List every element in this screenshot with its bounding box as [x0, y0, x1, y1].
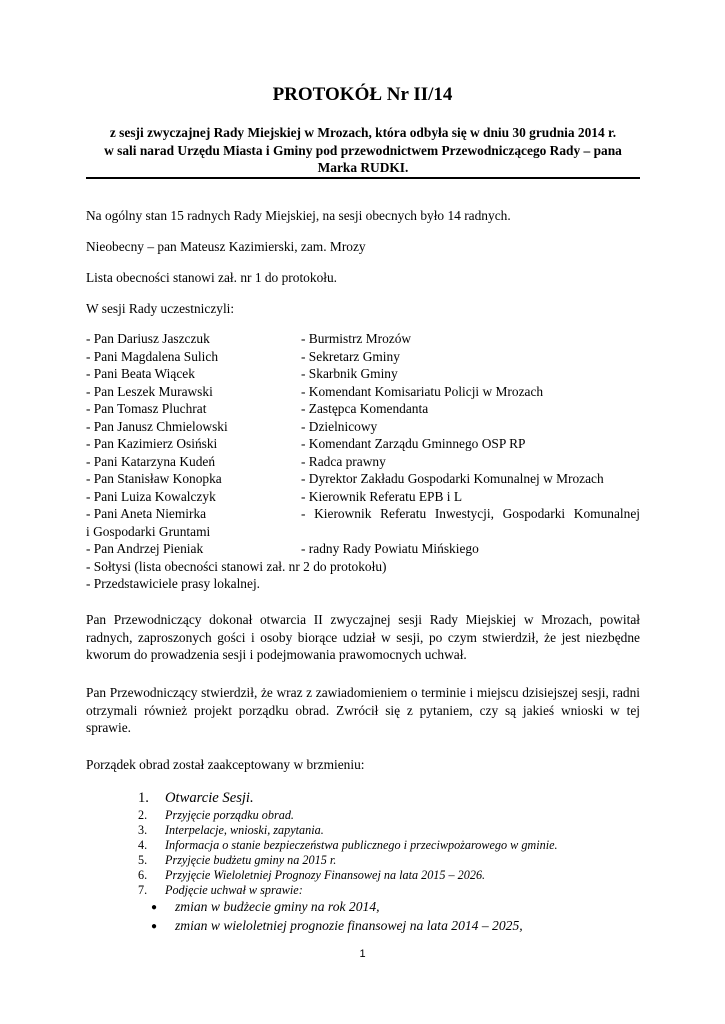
participant-role: - Komendant Komisariatu Policji w Mrozach	[301, 383, 544, 399]
participant-row	[86, 540, 640, 558]
participant-row	[86, 505, 640, 540]
participant-name: - Pan Andrzej Pieniak	[86, 541, 204, 556]
agenda-item: 4. Informacja o stanie bezpieczeństwa publicznego i przeciwpożarowego w gminie.	[138, 838, 558, 852]
agenda-item: 3. Interpelacje, wnioski, zapytania.	[138, 823, 324, 837]
participant-role: - Radca prawny	[301, 453, 386, 469]
participant-row	[86, 488, 640, 506]
participant-name: - Pani Katarzyna Kudeń	[86, 453, 216, 469]
attendance-list-note: Lista obecności stanowi zał. nr 1 do protokołu.	[86, 270, 338, 285]
participant-role: - Kierownik Referatu EPB i L	[301, 488, 463, 504]
participant-row	[86, 365, 640, 383]
agenda-subitem: ● zmian w wieloletniej prognozie finansowej na lata 2014 – 2025,	[151, 918, 523, 933]
agenda-item: 5. Przyjęcie budżetu gminy na 2015 r.	[138, 853, 337, 867]
agenda-accepted-note: Porządek obrad został zaakceptowany w brzmieniu:	[86, 757, 365, 772]
participant-row	[86, 418, 640, 436]
bullet-icon: ●	[151, 921, 158, 932]
extra-participant: - Sołtysi (lista obecności stanowi zał. nr 2 do protokołu)	[86, 558, 387, 574]
participant-role: - Sekretarz Gminy	[301, 348, 400, 364]
participant-role: - Dzielnicowy	[301, 418, 378, 434]
participant-role: - Zastępca Komendanta	[301, 401, 429, 416]
participant-row	[86, 453, 640, 471]
participant-role: - Skarbnik Gminy	[301, 366, 398, 381]
header-divider	[86, 177, 640, 179]
participant-row	[86, 383, 640, 401]
opening-paragraph: Pan Przewodniczący dokonał otwarcia II zwyczajnej sesji Rady Miejskiej w Mrozach, powitał radnych, zaproszonych gości i osoby biorące udział w sesji, po czym stwierdził, że jest niezbędne kworum do prowadzenia sesji i podejmowania prawomocnych uchwał.	[86, 612, 640, 662]
agenda-item: 1. Otwarcie Sesji.	[138, 790, 254, 806]
participant-role: - Komendant Zarządu Gminnego OSP RP	[301, 436, 526, 451]
absent-note: Nieobecny – pan Mateusz Kazimierski, zam. Mrozy	[86, 239, 366, 254]
participant-name: - Pan Dariusz Jaszczuk	[86, 331, 210, 346]
participant-row	[86, 435, 640, 453]
bullet-icon: ●	[151, 902, 158, 913]
participant-row	[86, 470, 640, 488]
agenda-paragraph: Pan Przewodniczący stwierdził, że wraz z zawiadomieniem o terminie i miejscu dzisiejszej sesji, radni otrzymali również projekt porządku obrad. Zwrócił się z pytaniem, czy są jakieś wnioski w tej sprawie.	[86, 685, 640, 735]
participants-header: W sesji Rady uczestniczyli:	[86, 301, 235, 316]
participant-row	[86, 330, 640, 348]
agenda-item: 6. Przyjęcie Wieloletniej Prognozy Finansowej na lata 2015 – 2026.	[138, 868, 486, 882]
participant-name: - Pan Stanisław Konopka	[86, 471, 222, 486]
participant-role: - radny Rady Powiatu Mińskiego	[301, 541, 479, 556]
agenda-subitem: ● zmian w budżecie gminy na rok 2014,	[151, 899, 380, 914]
subtitle	[86, 124, 640, 177]
participant-name: - Pani Aneta Niemirka	[86, 506, 207, 521]
participant-role: - Kierownik Referatu Inwestycji, Gospodarki Komunalnej	[301, 506, 640, 521]
participant-name: - Pani Magdalena Sulich	[86, 348, 219, 364]
participant-role-continuation: i Gospodarki Gruntami	[86, 523, 211, 539]
participant-role: - Dyrektor Zakładu Gospodarki Komunalnej w Mrozach	[301, 471, 604, 486]
agenda-item: 7. Podjęcie uchwał w sprawie:	[138, 883, 303, 897]
participant-name: - Pan Kazimierz Osiński	[86, 436, 218, 451]
page-number: 1	[359, 948, 366, 960]
participant-name: - Pan Leszek Murawski	[86, 383, 213, 399]
participant-row	[86, 400, 640, 418]
participant-name: - Pani Beata Wiącek	[86, 366, 195, 381]
extra-participant: - Przedstawiciele prasy lokalnej.	[86, 576, 261, 591]
subtitle-line: w sali narad Urzędu Miasta i Gminy pod przewodnictwem Przewodniczącego Rady – pana	[104, 142, 622, 158]
agenda-item: 2. Przyjęcie porządku obrad.	[138, 808, 294, 822]
page-title: PROTOKÓŁ Nr II/14	[272, 84, 453, 105]
participant-name: - Pan Tomasz Pluchrat	[86, 401, 207, 416]
subtitle-line: z sesji zwyczajnej Rady Miejskiej w Mrozach, która odbyła się w dniu 30 grudnia 2014 r.	[109, 125, 617, 140]
attendance-summary: Na ogólny stan 15 radnych Rady Miejskiej, na sesji obecnych było 14 radnych.	[86, 208, 511, 223]
subtitle-line: Marka RUDKI.	[317, 160, 409, 175]
participant-role: - Burmistrz Mrozów	[301, 331, 412, 346]
participant-name: - Pan Janusz Chmielowski	[86, 418, 228, 434]
participant-name: - Pani Luiza Kowalczyk	[86, 488, 216, 504]
participant-row	[86, 348, 640, 366]
